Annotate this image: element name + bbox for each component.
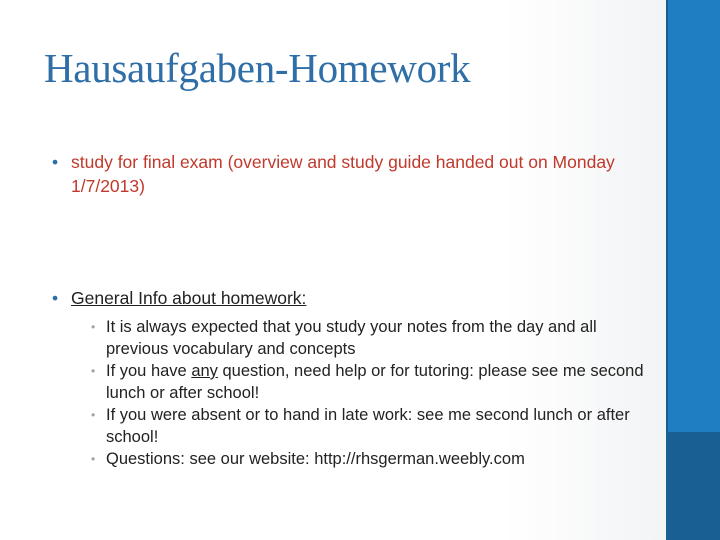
bullet-text: study for final exam (overview and study guide handed out on Monday 1/7/2013) — [71, 152, 615, 196]
sub-bullet-list — [91, 316, 652, 470]
bullet-dot-icon: • — [52, 152, 59, 172]
sub-bullet-website — [91, 448, 652, 470]
sub-bullet-absent-late-work — [91, 404, 652, 448]
sub-bullet-text: It is always expected that you study your notes from the day and all previous vocabulary and concepts — [106, 318, 597, 358]
slide-sidebar — [666, 0, 720, 540]
sub-bullet-dot-icon: • — [91, 364, 96, 378]
sub-bullet-text-pre: If you have — [106, 362, 192, 380]
sub-bullet-text: If you were absent or to hand in late work: see me second lunch or after school! — [106, 406, 630, 446]
sub-bullet-dot-icon: • — [91, 452, 96, 466]
sidebar-accent-block — [666, 432, 720, 540]
sub-bullet-questions-help — [91, 360, 652, 404]
bullet-heading: General Info about homework: — [71, 288, 307, 308]
slide-content — [52, 150, 652, 470]
sub-bullet-text: Questions: see our website: http://rhsgerman.weebly.com — [106, 450, 525, 468]
sub-bullet-study-notes — [91, 316, 652, 360]
sub-bullet-text-underlined: any — [191, 362, 218, 380]
sub-bullet-dot-icon: • — [91, 320, 96, 334]
slide-title: Hausaufgaben-Homework — [44, 45, 471, 91]
bullet-general-info — [52, 286, 652, 470]
sub-bullet-dot-icon: • — [91, 408, 96, 422]
sub-bullet-text-post: question, need help or for tutoring: please see me second lunch or after school! — [106, 362, 644, 402]
bullet-dot-icon: • — [52, 288, 59, 308]
bullet-study-final-exam — [52, 150, 652, 198]
